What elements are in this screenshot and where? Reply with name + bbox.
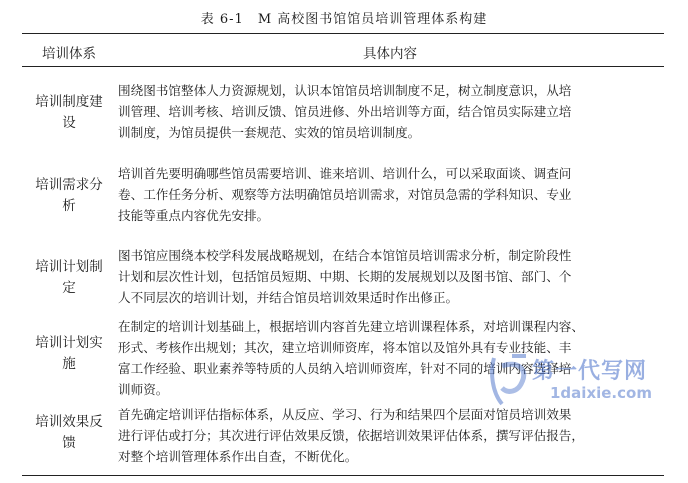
watermark-text-en: 1daixie.com (550, 384, 652, 402)
column-header-system: 培训体系 (42, 46, 96, 62)
watermark-text-cn: 第一代写网 (532, 359, 648, 384)
row-label: 培训计划制 定 (35, 259, 103, 296)
row-label: 培训制度建 设 (35, 94, 103, 131)
table-title: M 高校图书馆馆员培训管理体系构建 (257, 12, 488, 27)
row-label: 培训需求分 析 (35, 177, 103, 214)
table-number: 表 6-1 (200, 12, 244, 27)
row-content: 首先确定培训评估指标体系，从反应、学习、行为和结果四个层面对馆员培训效果 进行评估或打分；其次进行评估效果反馈，依据培训效果评估体系，撰写评估报告， 对整个培训管理体系作出自查，不断优化。 (118, 407, 584, 464)
row-label: 培训计划实 施 (35, 335, 103, 372)
row-label: 培训效果反 馈 (35, 414, 103, 451)
bottom-rule (22, 475, 664, 476)
table-caption (0, 8, 688, 27)
watermark (488, 352, 678, 412)
row-content: 培训首先要明确哪些馆员需要培训、谁来培训、培训什么，可以采取面谈、调查问 卷、工作任务分析、观察等方法明确馆员培训需求，对馆员急需的学科知识、专业 技能等重点内容优先安排。 (118, 166, 572, 223)
top-rule (22, 33, 664, 34)
header-rule (22, 66, 664, 67)
watermark-logo-icon (488, 352, 532, 410)
row-content: 在制定的培训计划基础上，根据培训内容首先建立培训课程体系，对培训课程内容、 形式、考核作出规划；其次，建立培训师资库，将本馆以及馆外具有专业技能、丰 富工作经验、职业素养等特质的人员纳入培训师资库，针对不同的培训内容选择培 训师资。 (118, 319, 584, 397)
row-content: 图书馆应围绕本校学科发展战略规划，在结合本馆馆员培训需求分析，制定阶段性 计划和层次性计划，包括馆员短期、中期、长期的发展规划以及图书馆、部门、个 人不同层次的培训计划，并结合馆员培训效果适时作出修正。 (118, 248, 572, 305)
column-header-content: 具体内容 (363, 46, 417, 62)
row-content: 围绕图书馆整体人力资源规划，认识本馆馆员培训制度不足，树立制度意识，从培 训管理、培训考核、培训反馈、馆员进修、外出培训等方面，结合馆员实际建立培 训制度，为馆员提供一套规范、实效的馆员培训制度。 (118, 83, 572, 140)
